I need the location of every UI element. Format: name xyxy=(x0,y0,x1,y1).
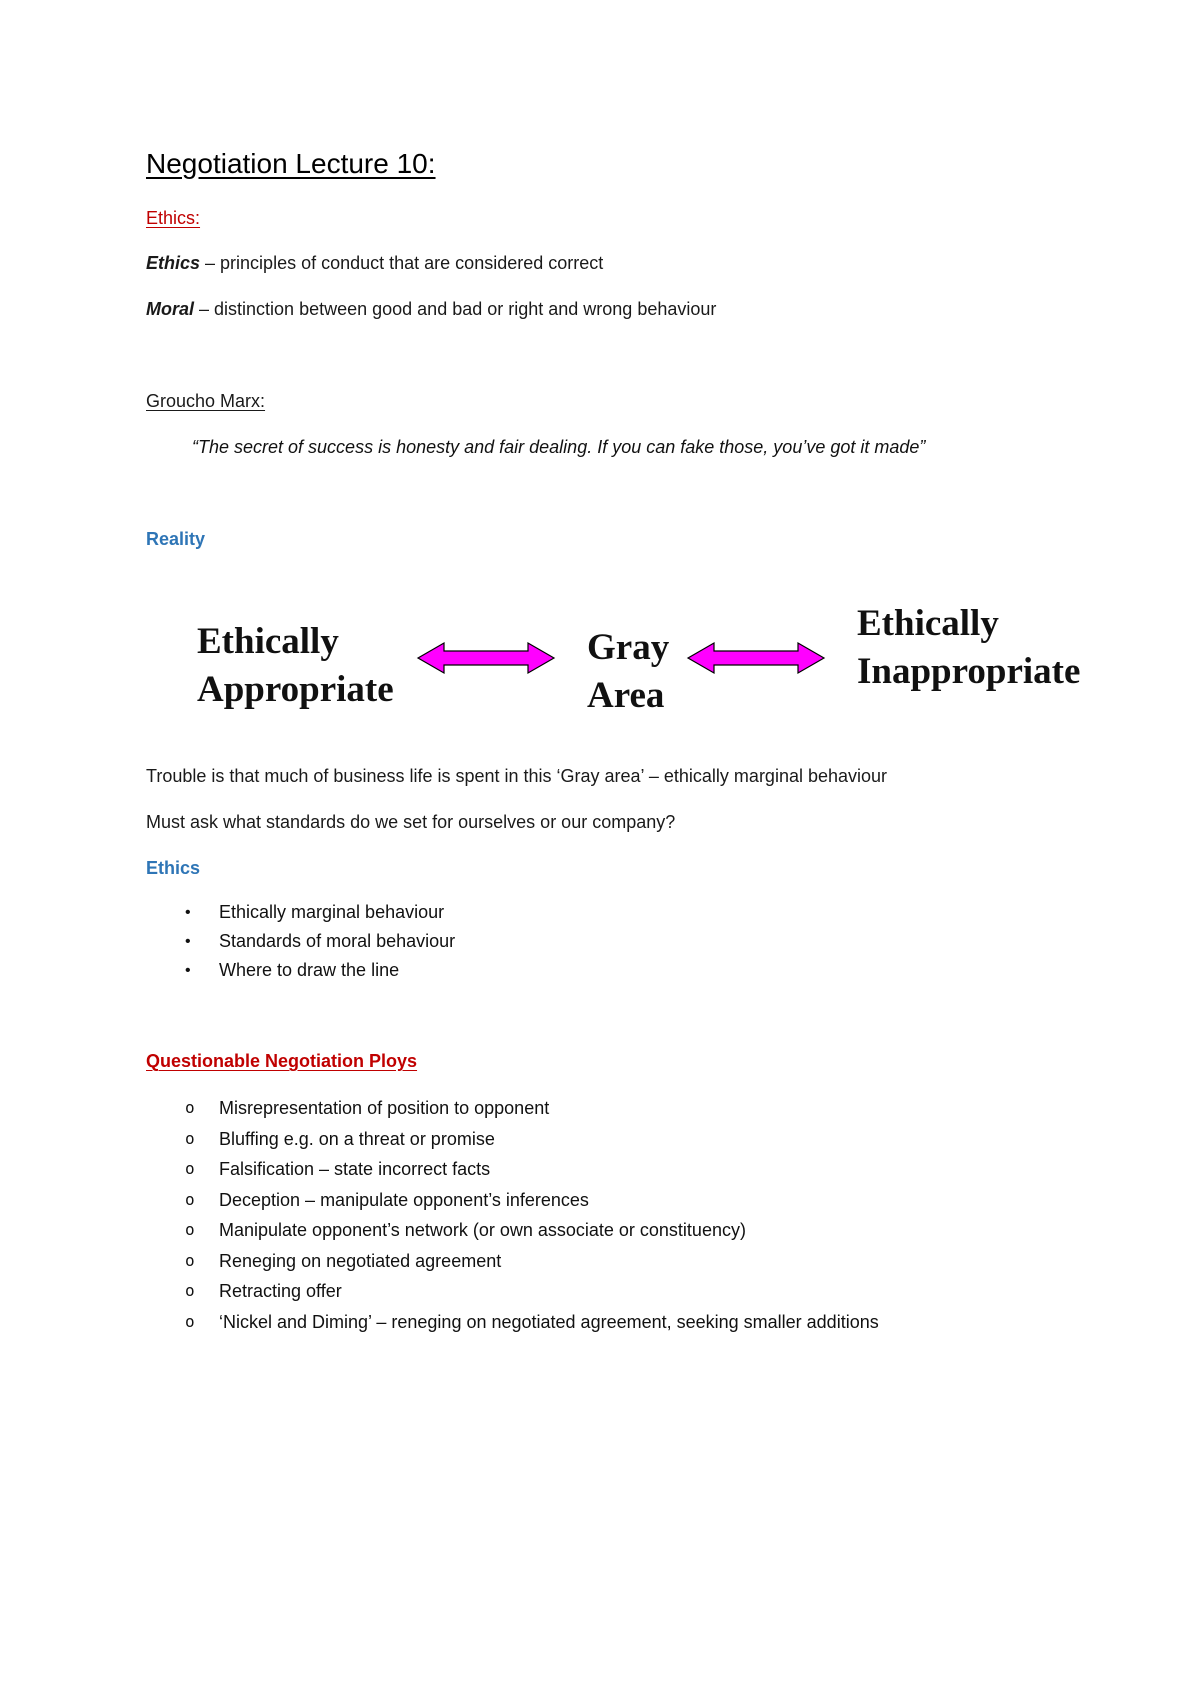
diagram-label: Ethically xyxy=(857,603,999,644)
list-item-text: Retracting offer xyxy=(219,1281,342,1301)
definition-text: – distinction between good and bad or right and wrong behaviour xyxy=(194,299,717,319)
list-item xyxy=(185,1093,879,1124)
list-item xyxy=(185,1246,879,1277)
double-arrow-icon xyxy=(416,640,556,676)
list-item xyxy=(185,956,455,985)
list-item-text: ‘Nickel and Diming’ – reneging on negotiated agreement, seeking smaller additions xyxy=(219,1311,879,1332)
list-item-text: Misrepresentation of position to opponent xyxy=(219,1098,550,1118)
list-item xyxy=(185,1185,879,1216)
reality-heading: Reality xyxy=(146,529,206,549)
list-item-text: Ethically marginal behaviour xyxy=(219,902,445,922)
diagram-label: Gray xyxy=(587,627,670,668)
diagram-label: Ethically xyxy=(197,621,339,662)
list-item-text: Deception – manipulate opponent’s inferences xyxy=(219,1189,589,1210)
list-item xyxy=(185,898,455,927)
quote-author: Groucho Marx: xyxy=(146,391,266,411)
ethics-sub-heading: Ethics xyxy=(146,858,201,878)
ethics-bullet-list xyxy=(185,898,456,985)
list-item-text: Standards of moral behaviour xyxy=(219,931,456,951)
definition-term: Ethics xyxy=(146,253,201,273)
definition-term: Moral xyxy=(146,299,195,319)
list-item-text: Manipulate opponent’s network (or own associate or constituency) xyxy=(219,1220,746,1240)
circle-bullet-icon: o xyxy=(185,1189,195,1209)
list-item-text: Reneging on negotiated agreement xyxy=(219,1250,502,1271)
circle-bullet-icon: o xyxy=(185,1098,195,1117)
circle-bullet-icon: o xyxy=(185,1220,195,1239)
list-item xyxy=(185,1124,879,1155)
definition-ethics xyxy=(146,253,603,274)
page-title: Negotiation Lecture 10: xyxy=(146,148,436,179)
ploys-list xyxy=(185,1093,879,1337)
circle-bullet-icon: o xyxy=(185,1281,195,1300)
circle-bullet-icon: o xyxy=(185,1128,195,1148)
circle-bullet-icon: o xyxy=(185,1159,195,1178)
circle-bullet-icon: o xyxy=(185,1311,195,1331)
bullet-icon: • xyxy=(185,933,191,950)
diagram-ethically-inappropriate xyxy=(857,600,1080,696)
paragraph-standards: Must ask what standards do we set for ourselves or our company? xyxy=(146,812,676,832)
list-item-text: Where to draw the line xyxy=(219,960,400,980)
bullet-icon: • xyxy=(185,962,191,979)
diagram-label: Inappropriate xyxy=(857,651,1081,692)
ploys-heading: Questionable Negotiation Ploys xyxy=(146,1051,418,1071)
list-item-text: Falsification – state incorrect facts xyxy=(219,1159,491,1179)
double-arrow-icon xyxy=(686,640,826,676)
diagram-ethically-appropriate xyxy=(197,618,394,714)
definition-moral xyxy=(146,299,716,320)
diagram-gray-area xyxy=(587,624,669,720)
list-item xyxy=(185,1215,879,1246)
bullet-icon: • xyxy=(185,904,191,921)
circle-bullet-icon: o xyxy=(185,1250,195,1270)
definition-text: – principles of conduct that are considered correct xyxy=(200,253,604,273)
list-item xyxy=(185,927,456,956)
list-item-text: Bluffing e.g. on a threat or promise xyxy=(219,1128,495,1149)
quote-text: “The secret of success is honesty and fair dealing. If you can fake those, you’ve got it made” xyxy=(192,437,926,457)
diagram-label: Appropriate xyxy=(197,669,394,710)
ethics-heading: Ethics: xyxy=(146,208,201,228)
list-item xyxy=(185,1154,879,1185)
list-item xyxy=(185,1276,879,1307)
list-item xyxy=(185,1307,879,1338)
paragraph-gray-area: Trouble is that much of business life is spent in this ‘Gray area’ – ethically marginal behaviour xyxy=(146,766,888,786)
diagram-label: Area xyxy=(587,675,665,716)
